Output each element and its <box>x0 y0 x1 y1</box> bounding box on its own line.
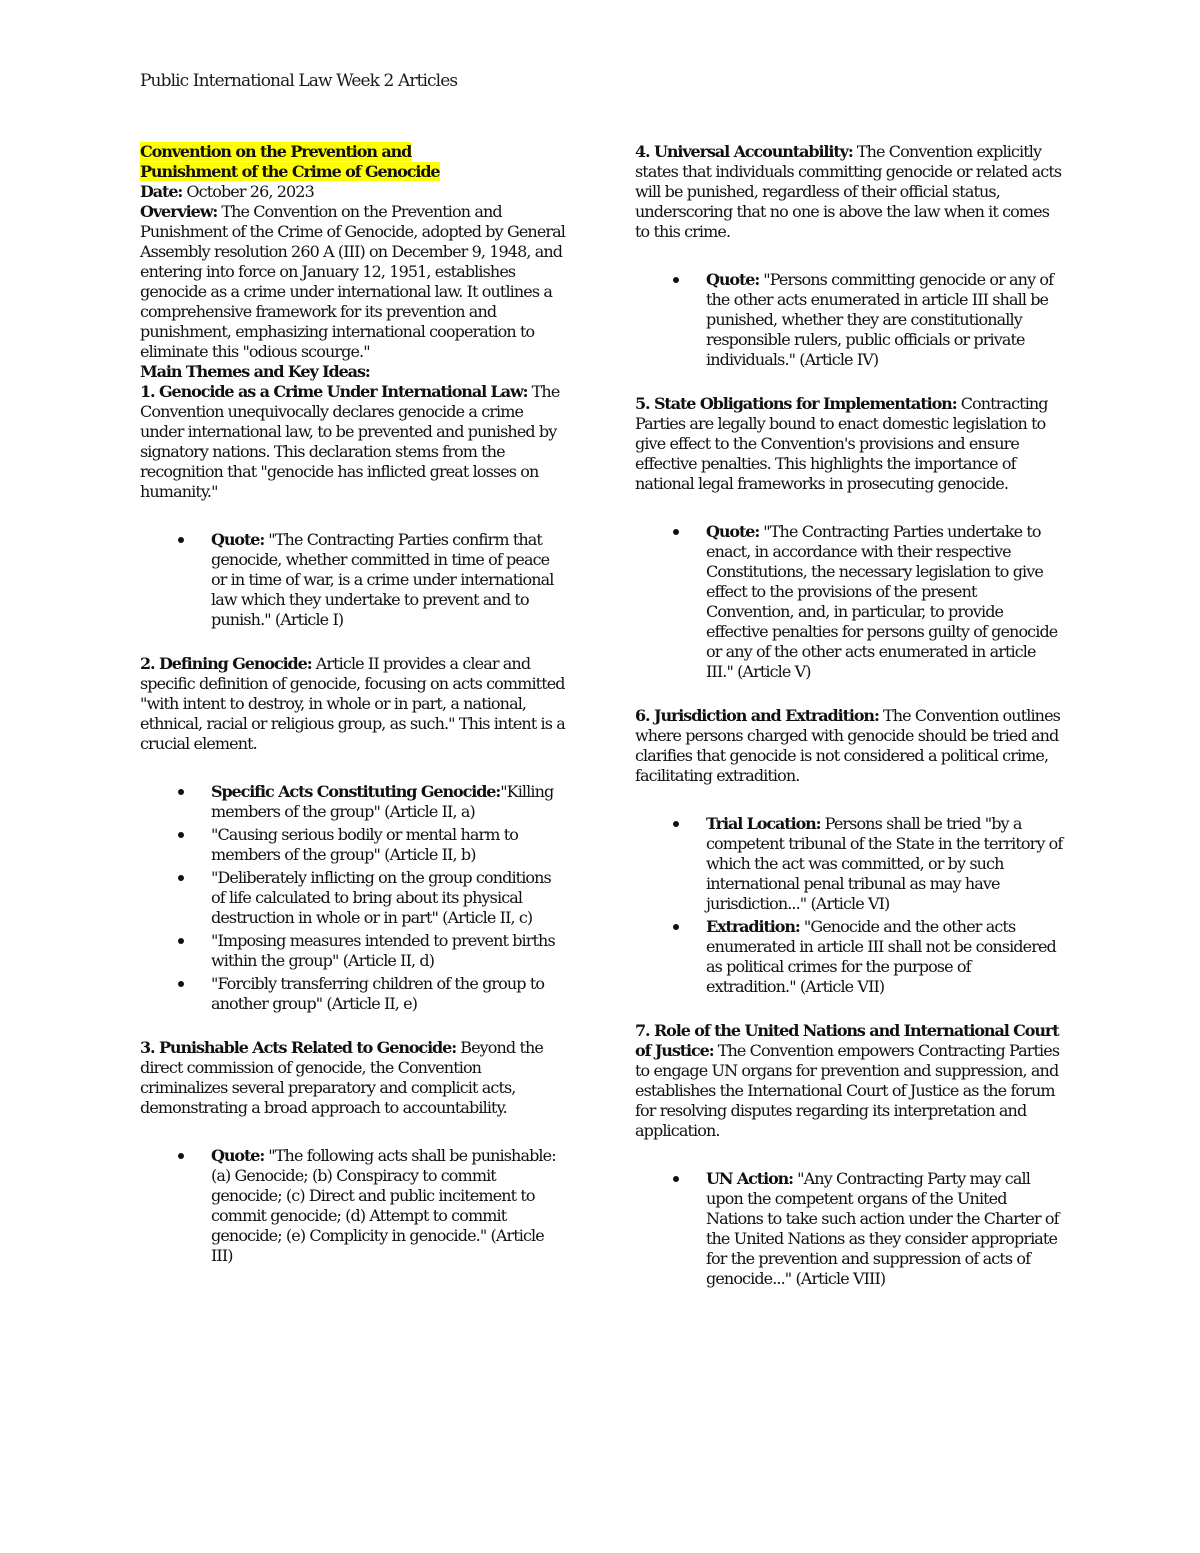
list-item: "Imposing measures intended to prevent births within the group" (Article II, d) <box>140 931 568 971</box>
section-2-label: 2. Defining Genocide: <box>140 654 312 673</box>
section-3-paragraph <box>140 1038 568 1118</box>
list-item: UN Action: "Any Contracting Party may call upon the competent organs of the United Nations to take such action under the Charter of the United Nations as they consider appropriate for the prevention and suppression of acts of genocide..." (Article VIII) <box>635 1169 1063 1289</box>
section-3-text: Beyond the direct commission of genocide, the Convention criminalizes several preparatory and complicit acts, demonstrating a broad approach to accountability. <box>140 1038 543 1117</box>
section-2-list <box>140 782 568 1014</box>
themes-heading: Main Themes and Key Ideas: <box>140 362 370 381</box>
section-6-list <box>635 814 1063 997</box>
overview-paragraph <box>140 202 568 362</box>
section-1-text: The Convention unequivocally declares genocide a crime under international law, to be prevented and punished by signatory nations. This declaration stems from the recognition that "genocide has inflicted great losses on humanity." <box>140 382 560 501</box>
right-column <box>635 142 1063 1313</box>
list-item: "Causing serious bodily or mental harm to members of the group" (Article II, b) <box>140 825 568 865</box>
section-1-label: 1. Genocide as a Crime Under International Law: <box>140 382 528 401</box>
section-5-label: 5. State Obligations for Implementation: <box>635 394 957 413</box>
overview-label: Overview: <box>140 202 218 221</box>
page-header: Public International Law Week 2 Articles <box>140 71 458 91</box>
section-5-list <box>635 522 1063 682</box>
section-4-list <box>635 270 1063 370</box>
date-label: Date: <box>140 182 183 201</box>
section-4-label: 4. Universal Accountability: <box>635 142 853 161</box>
list-item: Specific Acts Constituting Genocide:"Killing members of the group" (Article II, a) <box>140 782 568 822</box>
list-item: Quote: "The following acts shall be punishable: (a) Genocide; (b) Conspiracy to commit genocide; (c) Direct and public incitement to commit genocide; (d) Attempt to commit genocide; (e) Complicity in genocide." (Article III) <box>140 1146 568 1266</box>
section-2-paragraph <box>140 654 568 754</box>
document-title <box>140 142 568 182</box>
overview-text: The Convention on the Prevention and Punishment of the Crime of Genocide, adopted by General Assembly resolution 260 A (III) on December 9, 1948, and entering into force on January 12, 1951, establishes genocide as a crime under international law. It outlines a comprehensive framework for its prevention and punishment, emphasizing international cooperation to eliminate this "odious scourge." <box>140 202 566 361</box>
section-5-paragraph <box>635 394 1063 494</box>
section-4-paragraph <box>635 142 1063 242</box>
date-line <box>140 182 568 202</box>
section-7-paragraph <box>635 1021 1063 1141</box>
section-7-text: The Convention empowers Contracting Parties to engage UN organs for prevention and suppression, and establishes the International Court of Justice as the forum for resolving disputes regarding its interpretation and application. <box>635 1041 1060 1140</box>
title-line-1: Convention on the Prevention and <box>140 142 412 161</box>
section-3-label: 3. Punishable Acts Related to Genocide: <box>140 1038 457 1057</box>
section-6-paragraph <box>635 706 1063 786</box>
left-column <box>140 142 568 1290</box>
section-6-label: 6. Jurisdiction and Extradition: <box>635 706 879 725</box>
section-3-list <box>140 1146 568 1266</box>
section-1-paragraph <box>140 382 568 502</box>
list-item: Trial Location: Persons shall be tried "by a competent tribunal of the State in the territory of which the act was committed, or by such international penal tribunal as may have jurisdiction..." (Article VI) <box>635 814 1063 914</box>
section-1-list <box>140 530 568 630</box>
section-7-label: 7. Role of the United Nations and International Court of Justice: <box>635 1021 1059 1060</box>
list-item: "Forcibly transferring children of the group to another group" (Article II, e) <box>140 974 568 1014</box>
section-7-list <box>635 1169 1063 1289</box>
list-item: Quote: "The Contracting Parties confirm that genocide, whether committed in time of peace or in time of war, is a crime under international law which they undertake to prevent and to punish." (Article I) <box>140 530 568 630</box>
section-5-text: Contracting Parties are legally bound to enact domestic legislation to give effect to the Convention's provisions and ensure effective penalties. This highlights the importance of national legal frameworks in prosecuting genocide. <box>635 394 1048 493</box>
date-value: October 26, 2023 <box>182 182 314 201</box>
section-2-text: Article II provides a clear and specific definition of genocide, focusing on acts committed "with intent to destroy, in whole or in part, a national, ethnical, racial or religious group, as such." This intent is a crucial element. <box>140 654 565 753</box>
section-4-text: The Convention explicitly states that individuals committing genocide or related acts will be punished, regardless of their official status, underscoring that no one is above the law when it comes to this crime. <box>635 142 1062 241</box>
section-6-text: The Convention outlines where persons charged with genocide should be tried and clarifies that genocide is not considered a political crime, facilitating extradition. <box>635 706 1060 785</box>
list-item: Quote: "The Contracting Parties undertake to enact, in accordance with their respective Constitutions, the necessary legislation to give effect to the provisions of the present Convention, and, in particular, to provide effective penalties for persons guilty of genocide or any of the other acts enumerated in article III." (Article V) <box>635 522 1063 682</box>
list-item: Extradition: "Genocide and the other acts enumerated in article III shall not be considered as political crimes for the purpose of extradition." (Article VII) <box>635 917 1063 997</box>
list-item: Quote: "Persons committing genocide or any of the other acts enumerated in article III shall be punished, whether they are constitutionally responsible rulers, public officials or private individuals." (Article IV) <box>635 270 1063 370</box>
list-item: "Deliberately inflicting on the group conditions of life calculated to bring about its physical destruction in whole or in part" (Article II, c) <box>140 868 568 928</box>
title-line-2: Punishment of the Crime of Genocide <box>140 162 440 181</box>
